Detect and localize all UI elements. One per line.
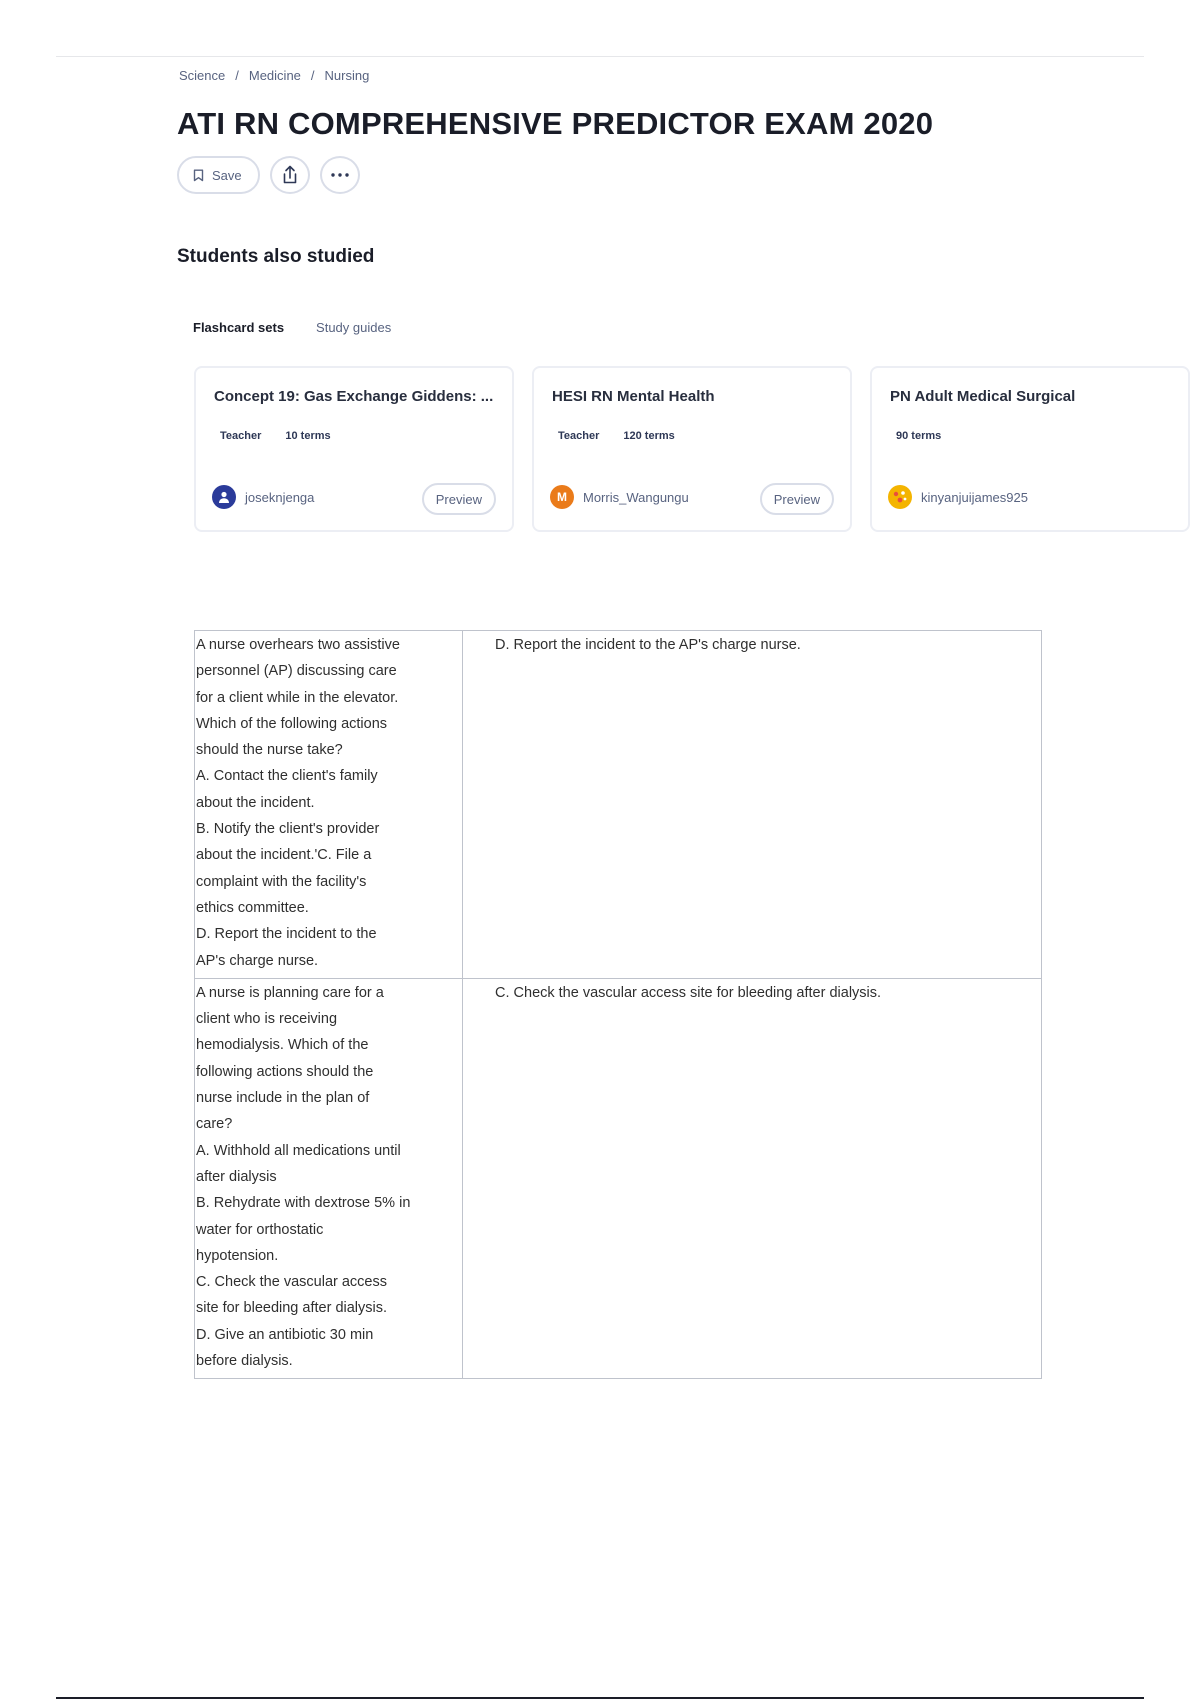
terms-count: 90 terms	[896, 430, 942, 442]
tab-study-guides[interactable]: Study guides	[316, 320, 392, 335]
page-title: ATI RN COMPREHENSIVE PREDICTOR EXAM 2020	[177, 106, 934, 141]
question-line: client who is receiving	[196, 1011, 338, 1028]
action-bar	[177, 156, 360, 194]
preview-button[interactable]: Preview	[422, 483, 496, 515]
question-line: Which of the following actions	[196, 715, 388, 732]
card-title[interactable]: Concept 19: Gas Exchange Giddens: ...	[214, 388, 494, 405]
study-tabs	[193, 320, 391, 335]
question-line: following actions should the	[196, 1063, 374, 1080]
answer-cell	[463, 978, 1042, 1378]
terms-count: 10 terms	[285, 430, 331, 442]
user-icon	[217, 490, 231, 504]
question-line: hemodialysis. Which of the	[196, 1037, 369, 1054]
question-line: site for bleeding after dialysis.	[196, 1300, 388, 1317]
bookmark-icon	[193, 169, 204, 182]
card-title[interactable]: HESI RN Mental Health	[552, 388, 715, 405]
card-author[interactable]	[550, 485, 689, 509]
section-title: Students also studied	[177, 246, 375, 267]
card-title[interactable]: PN Adult Medical Surgical	[890, 388, 1076, 405]
table-row	[195, 978, 1042, 1378]
top-divider	[56, 56, 1144, 57]
study-sets-carousel	[194, 366, 1076, 536]
question-cell	[195, 631, 463, 979]
study-set-card[interactable]	[870, 366, 1190, 532]
qa-table	[194, 630, 1042, 1379]
question-line: AP's charge nurse.	[196, 952, 319, 969]
card-author[interactable]	[212, 485, 314, 509]
teacher-badge: Teacher	[220, 430, 262, 442]
more-options-button[interactable]	[320, 156, 360, 194]
card-meta	[896, 430, 941, 442]
tab-flashcard-sets[interactable]: Flashcard sets	[193, 320, 285, 335]
answer-text: C. Check the vascular access site for bleeding after dialysis.	[495, 984, 882, 1001]
breadcrumb-separator: /	[235, 68, 239, 83]
preview-button[interactable]: Preview	[760, 483, 834, 515]
teacher-badge: Teacher	[558, 430, 600, 442]
breadcrumb-item-science[interactable]: Science	[179, 68, 226, 83]
author-name: kinyanjuijames925	[921, 489, 1028, 505]
share-button[interactable]	[270, 156, 310, 194]
more-icon	[330, 172, 350, 178]
question-line: after dialysis	[196, 1168, 277, 1185]
avatar-pattern-icon	[890, 487, 910, 507]
question-line: A. Withhold all medications until	[196, 1142, 401, 1159]
avatar	[212, 485, 236, 509]
question-line: personnel (AP) discussing care	[196, 663, 397, 680]
question-line: D. Report the incident to the	[196, 926, 377, 943]
question-line: C. Check the vascular access	[196, 1274, 387, 1291]
bottom-divider	[56, 1697, 1144, 1699]
avatar: M	[550, 485, 574, 509]
question-line: A nurse overhears two assistive	[196, 637, 400, 653]
question-line: A nurse is planning care for a	[196, 984, 384, 1001]
save-label: Save	[212, 167, 242, 183]
question-line: about the incident.	[196, 794, 315, 811]
card-meta	[220, 430, 331, 442]
author-name: joseknjenga	[245, 489, 315, 505]
study-set-card[interactable]	[532, 366, 852, 532]
question-line: nurse include in the plan of	[196, 1090, 370, 1107]
question-line: water for orthostatic	[196, 1221, 324, 1238]
card-author[interactable]	[888, 485, 1028, 509]
card-meta	[558, 430, 675, 442]
question-line: about the incident.'C. File a	[196, 847, 372, 864]
question-line: D. Give an antibiotic 30 min	[196, 1326, 374, 1343]
question-line: B. Rehydrate with dextrose 5% in	[196, 1195, 411, 1212]
question-line: hypotension.	[196, 1247, 279, 1264]
question-line: should the nurse take?	[196, 742, 343, 759]
question-cell	[195, 978, 463, 1378]
question-line: for a client while in the elevator.	[196, 689, 399, 706]
question-line: complaint with the facility's	[196, 873, 367, 890]
author-name: Morris_Wangungu	[583, 489, 689, 505]
question-line: ethics committee.	[196, 899, 309, 916]
answer-text: D. Report the incident to the AP's charge nurse.	[495, 637, 801, 653]
table-row	[195, 631, 1042, 979]
breadcrumb-separator: /	[310, 68, 315, 83]
question-line: care?	[196, 1116, 233, 1133]
breadcrumb-item-nursing[interactable]: Nursing	[324, 68, 370, 83]
breadcrumb-item-medicine[interactable]: Medicine	[248, 68, 301, 83]
share-icon	[281, 165, 299, 185]
question-line: B. Notify the client's provider	[196, 821, 380, 838]
study-set-card[interactable]	[194, 366, 514, 532]
question-line: before dialysis.	[196, 1353, 293, 1370]
question-line: A. Contact the client's family	[196, 768, 378, 785]
avatar	[888, 485, 912, 509]
breadcrumb	[179, 68, 369, 83]
answer-cell	[463, 631, 1042, 979]
save-button[interactable]	[177, 156, 260, 194]
terms-count: 120 terms	[623, 430, 675, 442]
